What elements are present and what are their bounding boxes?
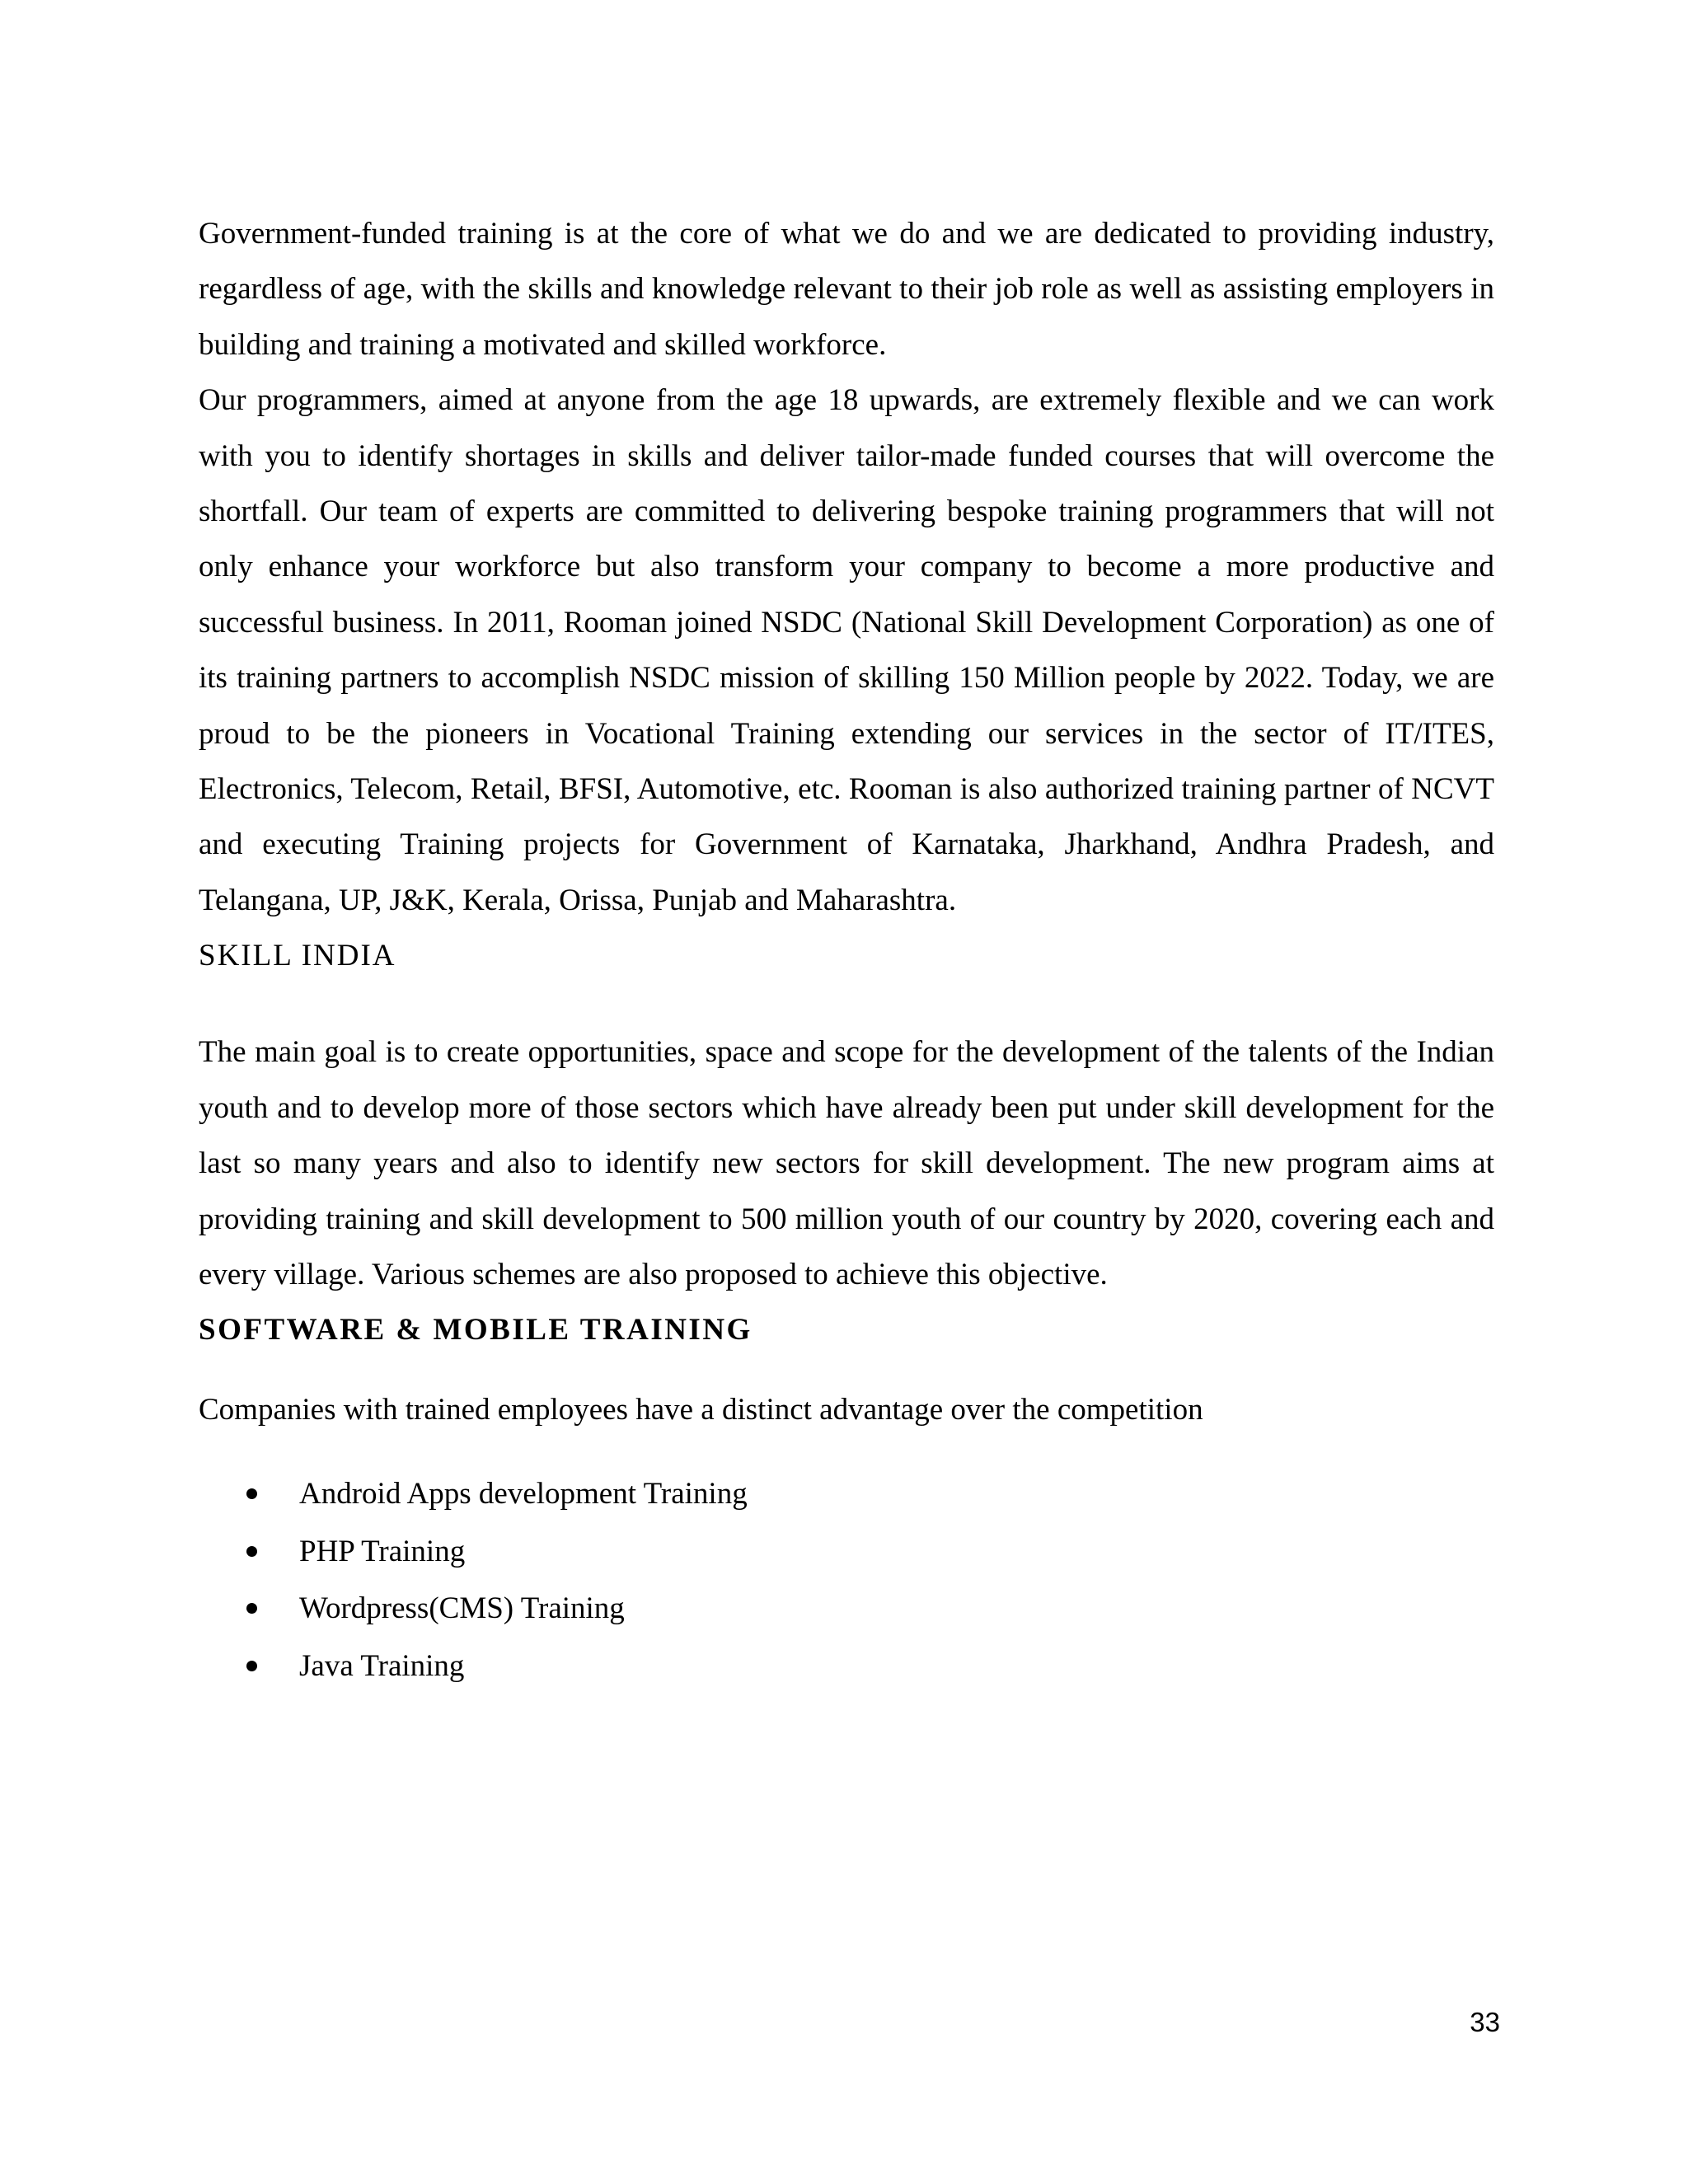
page-content [199,206,1494,1694]
bullet-icon [246,1603,257,1614]
list-item [199,1580,1494,1638]
bullet-icon [246,1546,257,1557]
list-item-label: Wordpress(CMS) Training [299,1591,625,1626]
bullet-icon [246,1488,257,1499]
heading-software-mobile-training: SOFTWARE & MOBILE TRAINING [199,1313,753,1347]
paragraph-government-funded-training: Government-funded training is at the core of what we do and we are dedicated to providing industry, regardless of age, with the skills and knowledge relevant to their job role as well as assisting employers in building and training a motivated and skilled workforce. [199,217,1494,362]
list-item [199,1465,1494,1523]
list-item [199,1638,1494,1695]
list-item-label: PHP Training [299,1534,466,1568]
bullet-icon [246,1661,257,1671]
list-item-label: Java Training [299,1648,465,1683]
heading-skill-india: SKILL INDIA [199,939,396,973]
paragraph-skill-india-goal: The main goal is to create opportunities, space and scope for the development of the talents of the Indian youth and to develop more of those sectors which have already been put under skill development for the last so many years and also to identify new sectors for skill development. The new program aims at providing training and skill development to 500 million youth of our country by 2020, covering each and every village. Various schemes are also proposed to achieve this objective. [199,1035,1494,1291]
list-item-label: Android Apps development Training [299,1477,748,1511]
list-item [199,1523,1494,1581]
page-number: 33 [1470,2007,1500,2037]
intro-companies-advantage: Companies with trained employees have a distinct advantage over the competition [199,1393,1203,1427]
training-list [199,1465,1494,1694]
paragraph-programmers-overview: Our programmers, aimed at anyone from the age 18 upwards, are extremely flexible and we can work with you to identify shortages in skills and deliver tailor-made funded courses that will overcome the shortfall. Our team of experts are committed to delivering bespoke training programmers that will not only enhance your workforce but also transform your company to become a more productive and successful business. In 2011, Rooman joined NSDC (National Skill Development Corporation) as one of its training partners to accomplish NSDC mission of skilling 150 Million people by 2022. Today, we are proud to be the pioneers in Vocational Training extending our services in the sector of IT/ITES, Electronics, Telecom, Retail, BFSI, Automotive, etc. Rooman is also authorized training partner of NCVT and executing Training projects for Government of Karnataka, Jharkhand, Andhra Pradesh, and Telangana, UP, J&K, Kerala, Orissa, Punjab and Maharashtra. [199,383,1494,917]
